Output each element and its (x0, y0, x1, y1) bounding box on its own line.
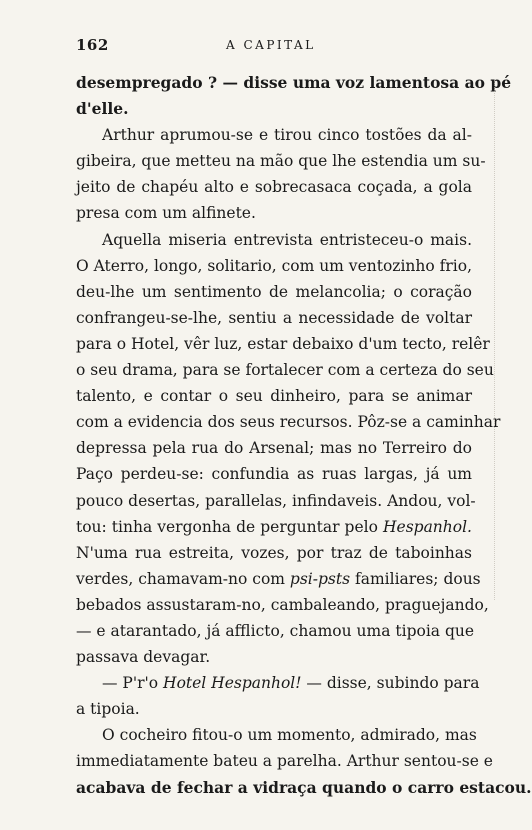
text-segment: — disse, subindo para (301, 674, 480, 693)
text-line: Arthur aprumou-se e tirou cinco tostões da al- (102, 126, 472, 145)
text-line: gibeira, que metteu na mão que lhe estendia um su- (76, 152, 486, 171)
running-title: A CAPITAL (226, 38, 316, 52)
italic-text: Hotel Hespanhol! (163, 674, 302, 693)
text-line: O Aterro, longo, solitario, com um ventozinho frio, (76, 256, 472, 275)
text-line: acabava de fechar a vidraça quando o carro estacou. (76, 777, 532, 797)
text-line: pouco desertas, parallelas, infindaveis. Andou, vol- (76, 491, 476, 510)
body-text (76, 70, 532, 801)
text-line: jeito de chapéu alto e sobrecasaca coçada, a gola (76, 178, 472, 197)
text-line (76, 514, 472, 540)
italic-text: Hespanhol. (383, 517, 472, 536)
text-line: bebados assustaram-no, cambaleando, praguejando, (76, 595, 489, 614)
text-line: com a evidencia dos seus recursos. Pôz-se a caminhar (76, 413, 501, 432)
text-line: immediatamente bateu a parelha. Arthur sentou-se e (76, 752, 493, 771)
page-edge-shadow (491, 80, 495, 600)
text-line: Aquella miseria entrevista entristeceu-o mais. (102, 230, 472, 249)
text-line: depressa pela rua do Arsenal; mas no Terreiro do (76, 439, 472, 458)
italic-text: psi-psts (289, 569, 351, 588)
text-segment: familiares; dous (350, 569, 481, 588)
page-number: 162 (76, 36, 109, 54)
text-line: Paço perdeu-se: confundia as ruas largas, já um (76, 465, 472, 484)
text-line: passava devagar. (76, 648, 211, 667)
text-line: para o Hotel, vêr luz, estar debaixo d'um tecto, relêr (76, 334, 490, 353)
text-line: d'elle. (76, 99, 129, 119)
text-segment: verdes, chamavam-no com (76, 569, 290, 588)
text-line: presa com um alfinete. (76, 204, 256, 223)
text-line: o seu drama, para se fortalecer com a certeza do seu (76, 361, 494, 380)
text-line: deu-lhe um sentimento de melancolia; o coração (76, 282, 472, 301)
text-line: a tipoia. (76, 700, 140, 719)
text-line: confrangeu-se-lhe, sentiu a necessidade de voltar (76, 308, 472, 327)
text-line: — e atarantado, já afflicto, chamou uma tipoia que (76, 621, 475, 640)
page-header (76, 36, 469, 58)
text-line (76, 670, 480, 696)
text-segment: tou: tinha vergonha de perguntar pelo (76, 517, 383, 536)
text-line: talento, e contar o seu dinheiro, para se animar (76, 387, 472, 406)
text-line (76, 566, 481, 592)
text-line: desempregado ? — disse uma voz lamentosa ao pé (76, 73, 512, 92)
text-line: N'uma rua estreita, vozes, por traz de taboinhas (76, 543, 472, 562)
text-line: O cocheiro fitou-o um momento, admirado, mas (102, 726, 477, 745)
text-segment: — P'r'o (102, 674, 164, 693)
